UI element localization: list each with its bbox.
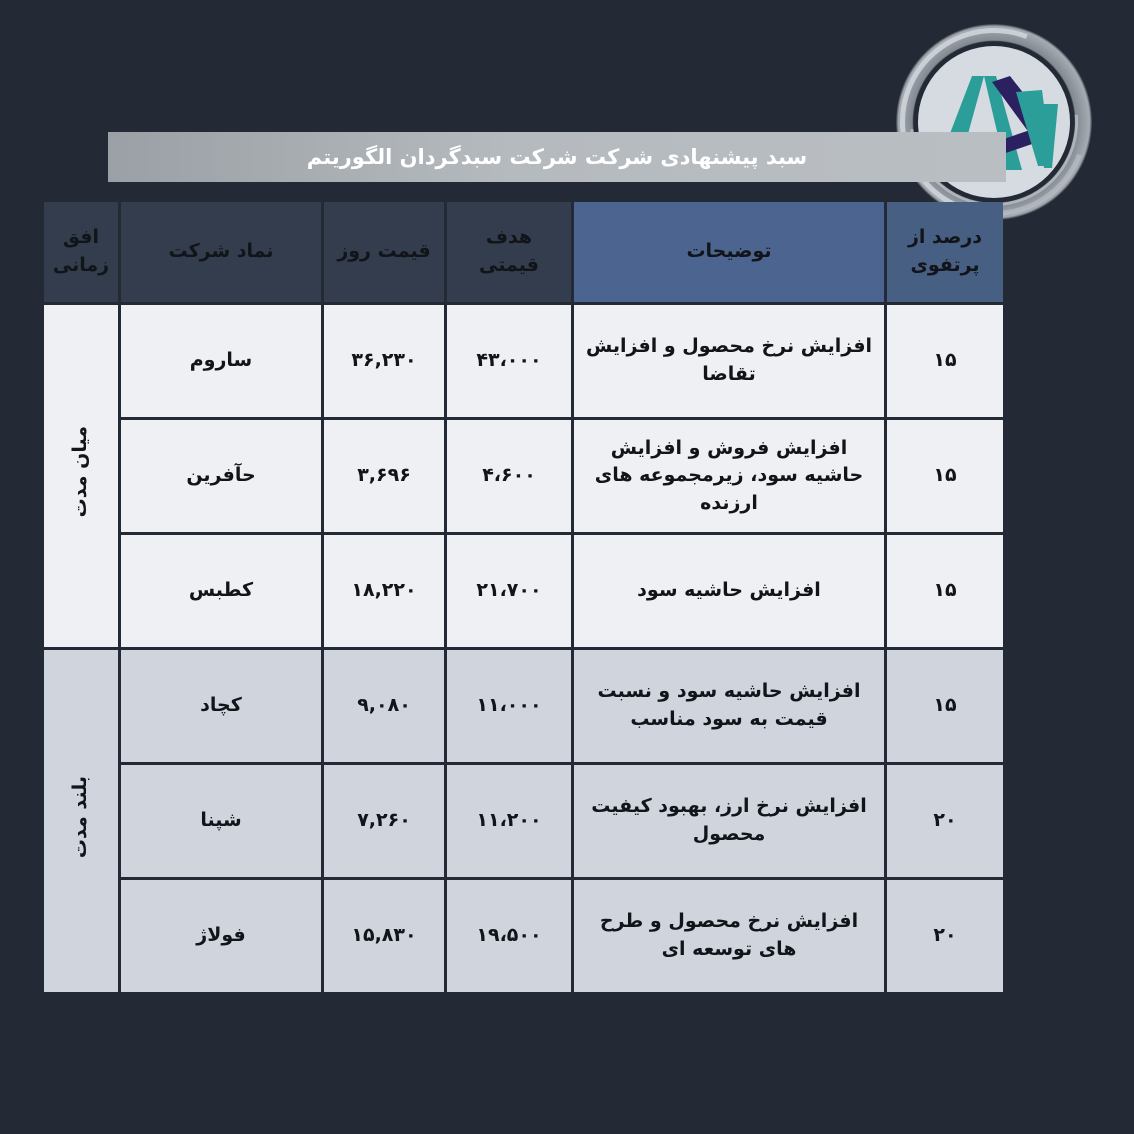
- cell-company-symbol: فولاژ: [121, 880, 321, 992]
- cell-company-symbol: کچاد: [121, 650, 321, 762]
- column-header-time-horizon: افق زمانی: [44, 202, 118, 302]
- cell-description: افزایش نرخ ارز، بهبود کیفیت محصول: [574, 765, 884, 877]
- column-header-company-symbol: نماد شرکت: [121, 202, 321, 302]
- column-header-target-price: هدف قیمتی: [447, 202, 571, 302]
- cell-target-price: ۲۱،۷۰۰: [447, 535, 571, 647]
- page-title-bar: [108, 132, 1006, 182]
- cell-target-price: ۴،۶۰۰: [447, 420, 571, 532]
- cell-percent-of-portfolio: ۲۰: [887, 765, 1003, 877]
- table-row[interactable]: [44, 305, 1003, 417]
- table-head: [44, 202, 1003, 302]
- cell-company-symbol: حآفرین: [121, 420, 321, 532]
- table-row[interactable]: [44, 420, 1003, 532]
- table-body: [44, 305, 1003, 992]
- cell-target-price: ۱۹،۵۰۰: [447, 880, 571, 992]
- cell-day-price: ۳۶,۲۳۰: [324, 305, 444, 417]
- cell-percent-of-portfolio: ۱۵: [887, 650, 1003, 762]
- page-title: سبد پیشنهادی شرکت شرکت سبدگردان الگوریتم: [306, 145, 808, 169]
- time-horizon-label: بلند مدت: [69, 775, 92, 858]
- cell-target-price: ۱۱،۲۰۰: [447, 765, 571, 877]
- cell-time-horizon-mid-term: [44, 305, 118, 647]
- cell-description: افزایش نرخ محصول و افزایش تقاضا: [574, 305, 884, 417]
- cell-company-symbol: ساروم: [121, 305, 321, 417]
- cell-day-price: ۱۸,۲۲۰: [324, 535, 444, 647]
- cell-description: افزایش حاشیه سود: [574, 535, 884, 647]
- column-header-description: توضیحات: [574, 202, 884, 302]
- cell-day-price: ۱۵,۸۳۰: [324, 880, 444, 992]
- cell-percent-of-portfolio: ۱۵: [887, 535, 1003, 647]
- cell-target-price: ۴۳،۰۰۰: [447, 305, 571, 417]
- cell-day-price: ۳,۶۹۶: [324, 420, 444, 532]
- cell-percent-of-portfolio: ۱۵: [887, 305, 1003, 417]
- algoritm-logo: [896, 24, 1092, 220]
- time-horizon-label: میان مدت: [69, 426, 92, 518]
- cell-percent-of-portfolio: ۲۰: [887, 880, 1003, 992]
- cell-description: افزایش نرخ محصول و طرح های توسعه ای: [574, 880, 884, 992]
- cell-day-price: ۹,۰۸۰: [324, 650, 444, 762]
- cell-target-price: ۱۱،۰۰۰: [447, 650, 571, 762]
- cell-description: افزایش فروش و افزایش حاشیه سود، زیرمجموعه های ارزنده: [574, 420, 884, 532]
- cell-time-horizon-long-term: [44, 650, 118, 992]
- cell-percent-of-portfolio: ۱۵: [887, 420, 1003, 532]
- portfolio-table: [41, 199, 1006, 995]
- column-header-percent-of-portfolio: درصد از پرتفوی: [887, 202, 1003, 302]
- portfolio-table-wrap: [52, 199, 1006, 995]
- table-header-row: [44, 202, 1003, 302]
- cell-company-symbol: شپنا: [121, 765, 321, 877]
- cell-day-price: ۷,۲۶۰: [324, 765, 444, 877]
- table-row[interactable]: [44, 880, 1003, 992]
- cell-company-symbol: کطبس: [121, 535, 321, 647]
- cell-description: افزایش حاشیه سود و نسبت قیمت به سود مناسب: [574, 650, 884, 762]
- column-header-day-price: قیمت روز: [324, 202, 444, 302]
- table-row[interactable]: [44, 650, 1003, 762]
- table-row[interactable]: [44, 535, 1003, 647]
- table-row[interactable]: [44, 765, 1003, 877]
